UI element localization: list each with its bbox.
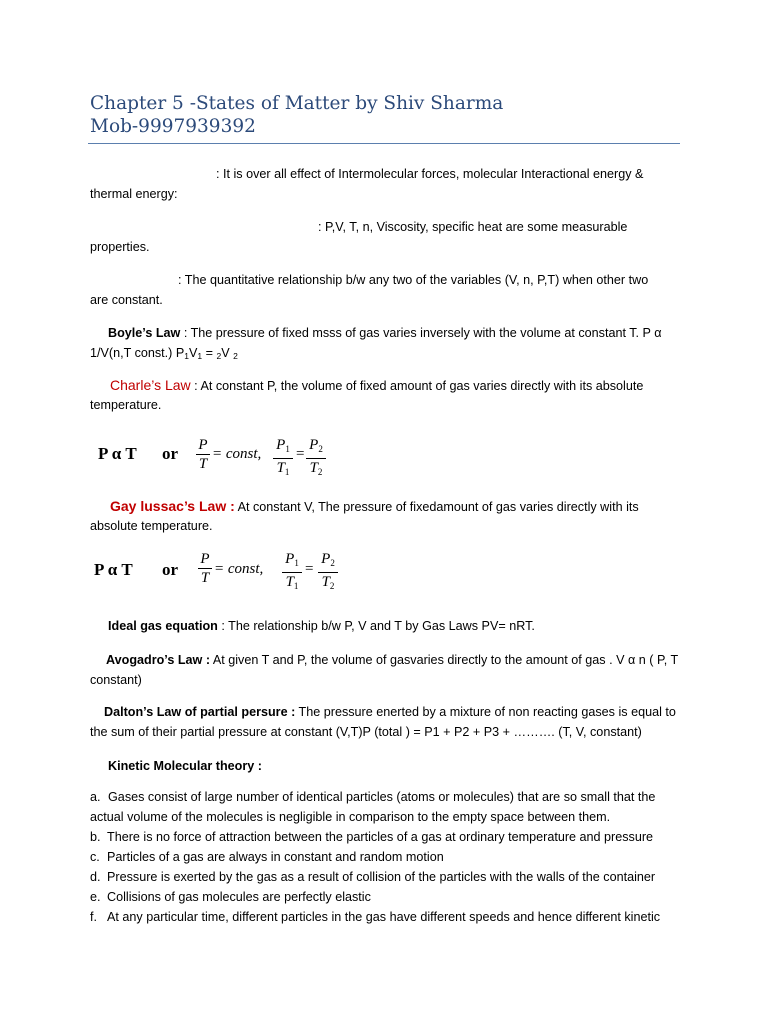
- boyle-eq-part-a: 1/V(n,T const.) P: [90, 346, 185, 360]
- t2-sub: 2: [317, 467, 323, 477]
- fraction-den: [273, 459, 293, 481]
- list-item-continuation: actual volume of the molecules is negligible in comparison to the empty space between them.: [90, 810, 611, 824]
- formula-const: = const,: [212, 446, 262, 462]
- fraction-num: P: [198, 437, 208, 453]
- list-item: [90, 847, 690, 867]
- gay-lussac-line-1: [110, 496, 700, 517]
- list-marker: b.: [90, 830, 101, 844]
- boyle-law-line-2: [90, 343, 680, 366]
- list-marker: a.: [90, 790, 101, 804]
- title-divider: [88, 143, 680, 144]
- kinetic-list: [90, 787, 690, 927]
- formula-equals: =: [305, 561, 314, 577]
- fraction-den: T: [200, 570, 210, 586]
- formula-gay-lussac: [94, 550, 358, 598]
- avogadro-text: At given T and P, the volume of gasvaries directly to the amount of gas . V α n ( P, T: [210, 653, 679, 667]
- p2-letter: P: [321, 551, 331, 567]
- list-item-text: Pressure is exerted by the gas as a result of collision of the particles with the walls of the container: [107, 870, 656, 884]
- p2-sub: 2: [318, 444, 323, 454]
- list-marker: d.: [90, 870, 101, 884]
- fraction-p2-over-t2: [306, 436, 326, 481]
- t2-letter: T: [309, 460, 318, 476]
- ideal-gas-line: [108, 616, 698, 636]
- t1-letter: T: [285, 574, 294, 590]
- boyle-sub-2: 1: [197, 351, 203, 361]
- list-marker: f.: [90, 910, 97, 924]
- fraction-num: [282, 550, 302, 572]
- t1-sub: 1: [284, 467, 290, 477]
- list-item: [90, 827, 690, 847]
- charles-law-label: Charle’s Law: [110, 377, 191, 393]
- p2-sub: 2: [330, 558, 335, 568]
- avogadro-line-1: [106, 650, 696, 670]
- boyle-law-label: Boyle’s Law: [108, 326, 181, 340]
- intro-line-2: thermal energy:: [90, 187, 178, 201]
- charles-law-line-1: [110, 375, 700, 396]
- list-marker: c.: [90, 850, 100, 864]
- kinetic-heading: Kinetic Molecular theory :: [108, 759, 262, 773]
- dalton-line-1: [104, 702, 694, 722]
- fraction-p-over-t: [196, 436, 210, 473]
- fraction-den: [282, 573, 302, 595]
- list-item-text: There is no force of attraction between the particles of a gas at ordinary temperature and pressure: [107, 830, 654, 844]
- t1-letter: T: [276, 460, 285, 476]
- avogadro-line-2: constant): [90, 673, 142, 687]
- p1-letter: P: [285, 551, 295, 567]
- title-line-2: Mob-9997939392: [90, 116, 256, 137]
- fraction-num: P: [200, 551, 210, 567]
- dalton-label: Dalton’s Law of partial persure :: [104, 705, 296, 719]
- title-line-1: Chapter 5 -States of Matter by Shiv Sharma: [90, 93, 504, 114]
- formula-const: = const,: [214, 561, 264, 577]
- gay-lussac-text: At constant V, The pressure of fixedamount of gas varies directly with its: [234, 500, 639, 514]
- t1-sub: 1: [293, 581, 299, 591]
- fraction-den: [306, 459, 326, 481]
- list-marker: e.: [90, 890, 101, 904]
- gay-lussac-line-2: absolute temperature.: [90, 519, 213, 533]
- p1-sub: 1: [294, 558, 299, 568]
- list-item-text: Particles of a gas are always in constant and random motion: [107, 850, 444, 864]
- list-item-text: At any particular time, different particles in the gas have different speeds and hence different kinetic: [107, 910, 661, 924]
- gay-lussac-label: Gay lussac’s Law :: [110, 498, 235, 514]
- formula-or: or: [162, 444, 179, 463]
- boyle-eq-part-b: V: [189, 346, 198, 360]
- fraction-den: [318, 573, 338, 595]
- fraction-p2-over-t2: [318, 550, 338, 595]
- ideal-gas-text: : The relationship b/w P, V and T by Gas Laws PV= nRT.: [217, 619, 535, 633]
- boyle-sub-3: 2: [216, 351, 222, 361]
- avogadro-label: Avogadro’s Law :: [106, 653, 211, 667]
- p1-letter: P: [276, 437, 286, 453]
- intro-line-4: properties.: [90, 240, 150, 254]
- fraction-num: [273, 436, 293, 458]
- intro-line-5: : The quantitative relationship b/w any two of the variables (V, n, P,T) when other two: [178, 273, 649, 287]
- list-item: [90, 867, 690, 887]
- fraction-num: [306, 436, 326, 458]
- dalton-text: The pressure enerted by a mixture of non reacting gases is equal to: [295, 705, 676, 719]
- charles-law-line-2: temperature.: [90, 398, 162, 412]
- formula-charles: [98, 436, 358, 480]
- list-item: [90, 887, 690, 907]
- fraction-p1-over-t1: [282, 550, 302, 595]
- p1-sub: 1: [285, 444, 290, 454]
- page-title: [90, 92, 503, 138]
- boyle-law-line-1: [108, 323, 698, 343]
- boyle-sub-4: 2: [233, 351, 238, 361]
- p2-letter: P: [309, 437, 319, 453]
- intro-line-1: : It is over all effect of Intermolecular forces, molecular Interactional energy &: [216, 167, 644, 181]
- list-item-text: Collisions of gas molecules are perfectly elastic: [107, 890, 371, 904]
- list-item-text: Gases consist of large number of identical particles (atoms or molecules) that are so small that the: [108, 790, 656, 804]
- list-item: [90, 787, 690, 827]
- boyle-eq-part-c: =: [202, 346, 217, 360]
- formula-p-alpha-t: P α T: [94, 560, 133, 579]
- fraction-den: T: [198, 456, 208, 472]
- t2-letter: T: [321, 574, 330, 590]
- list-item: [90, 907, 690, 927]
- fraction-p-over-t: [198, 550, 212, 587]
- formula-p-alpha-t: P α T: [98, 444, 137, 463]
- fraction-num: [318, 550, 338, 572]
- boyle-sub-1: 1: [184, 351, 189, 361]
- intro-line-3: : P,V, T, n, Viscosity, specific heat are some measurable: [318, 220, 628, 234]
- intro-line-6: are constant.: [90, 293, 163, 307]
- t2-sub: 2: [329, 581, 335, 591]
- formula-equals: =: [296, 446, 305, 462]
- boyle-law-text: : The pressure of fixed msss of gas varies inversely with the volume at constant T. P α: [180, 326, 662, 340]
- formula-or: or: [162, 560, 179, 579]
- fraction-p1-over-t1: [273, 436, 293, 481]
- dalton-line-2: the sum of their partial pressure at constant (V,T)P (total ) = P1 + P2 + P3 + ………. (T, V, constant): [90, 725, 642, 739]
- ideal-gas-label: Ideal gas equation: [108, 619, 218, 633]
- charles-law-text: : At constant P, the volume of fixed amount of gas varies directly with its absolute: [190, 379, 644, 393]
- boyle-eq-part-d: V: [221, 346, 234, 360]
